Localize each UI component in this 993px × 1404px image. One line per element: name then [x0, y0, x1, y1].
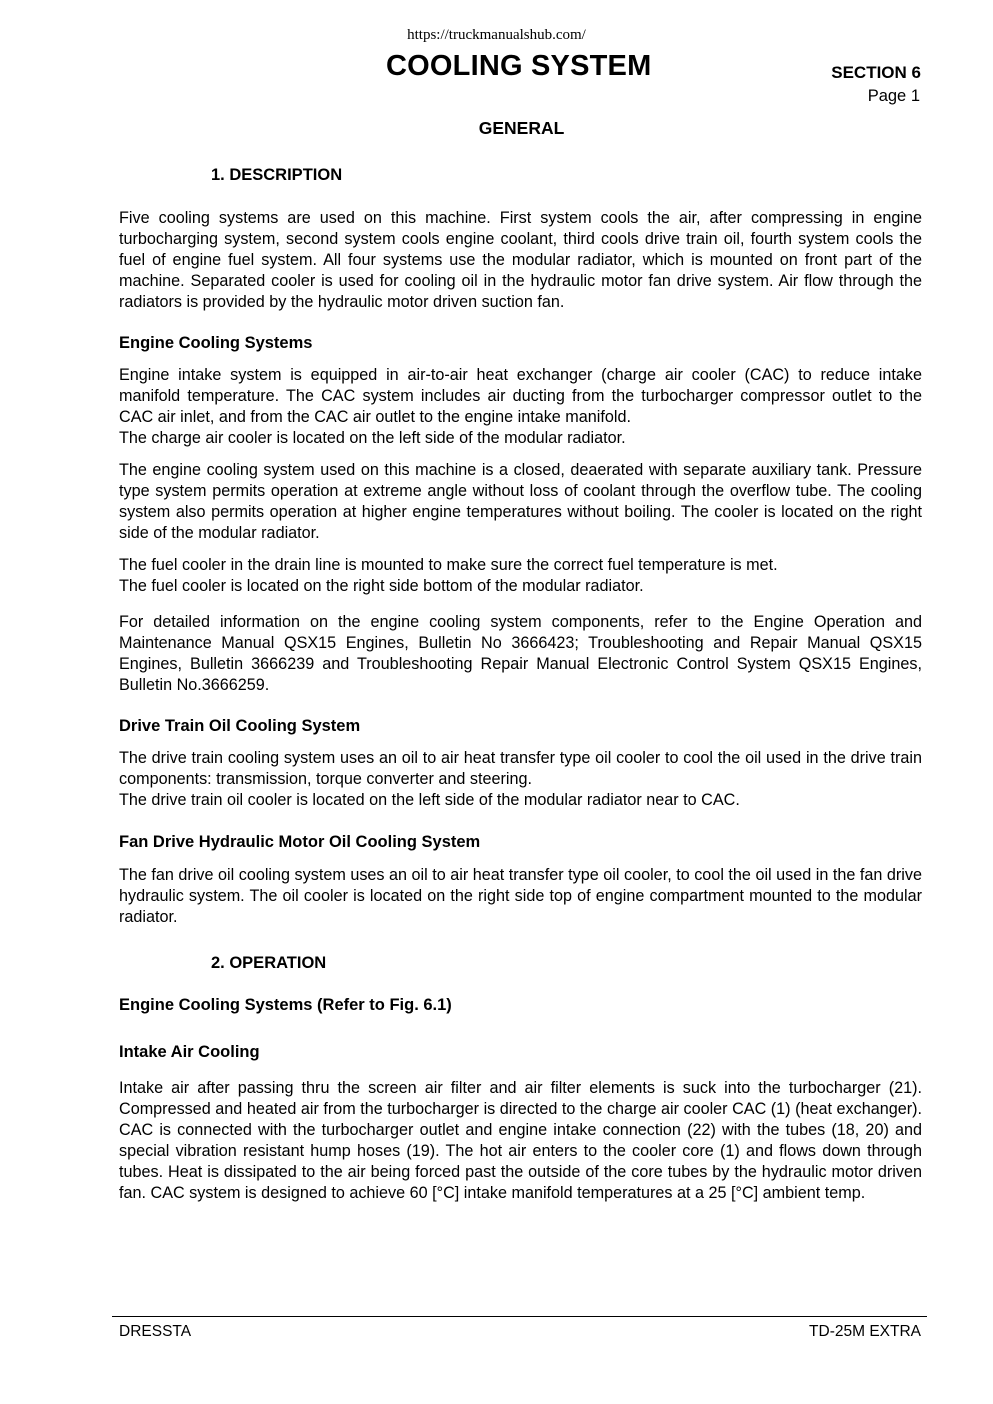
engine-cooling-heading: Engine Cooling Systems	[119, 334, 313, 352]
fan-drive-heading: Fan Drive Hydraulic Motor Oil Cooling System	[119, 833, 481, 851]
page-content	[119, 118, 922, 1204]
fuel-cooler-line2: The fuel cooler is located on the right side bottom of the modular radiator.	[119, 577, 644, 595]
operation-subheading: Engine Cooling Systems (Refer to Fig. 6.1)	[119, 996, 452, 1014]
drive-train-heading: Drive Train Oil Cooling System	[119, 717, 361, 735]
footer-manufacturer: DRESSTA	[119, 1323, 192, 1340]
footer-model: TD-25M EXTRA	[809, 1323, 921, 1340]
fan-drive-paragraph: The fan drive oil cooling system uses an oil to air heat transfer type oil cooler, to cool the oil used in the fan drive hydraulic system. The oil cooler is located on the right side top of engine compartment mounted to the modular radiator.	[119, 866, 922, 926]
document-title: COOLING SYSTEM	[386, 50, 652, 82]
intake-air-paragraph: Intake air after passing thru the screen air filter and air filter elements is suck into the turbocharger (21). Compressed and heated air from the turbocharger is directed to the charge air cooler CAC (1) (heat exchanger). CAC is connected with the turbocharger outlet and engine intake connection (22) with the tubes (18, 20) and special vibration resistant hump hoses (19). The hot air enters to the cooler core (1) and flows down through tubes. Heat is dissipated to the air being forced past the outside of the core tubes by the hydraulic motor driven fan. CAC system is designed to achieve 60 [°C] intake manifold temperatures at a 25 [°C] ambient temp.	[119, 1079, 922, 1202]
page-number: Page 1	[867, 87, 920, 105]
engine-cooling-reference: For detailed information on the engine cooling system components, refer to the Engine Operation and Maintenance Manual QSX15 Engines, Bulletin No 3666423; Troubleshooting and Repair Manual QSX15 Engines, Bulletin 3666239 and Troubleshooting Repair Manual Electronic Control System QSX15 Engines, Bulletin No.3666259.	[119, 613, 922, 694]
drive-train-line2: The drive train oil cooler is located on the left side of the modular radiator near to CAC.	[119, 791, 740, 809]
footer-divider	[112, 1316, 927, 1317]
description-paragraph: Five cooling systems are used on this machine. First system cools the air, after compressing in engine turbocharging system, second system cools engine coolant, third cools drive train oil, fourth system cools the fuel of engine fuel system. All four systems use the modular radiator, which is mounted on front part of the machine. Separated cooler is used for cooling oil in the hydraulic motor fan drive system. Air flow through the radiators is provided by the hydraulic motor driven suction fan.	[119, 209, 922, 311]
operation-heading: 2. OPERATION	[211, 954, 327, 972]
engine-cooling-p1-line2: The charge air cooler is located on the left side of the modular radiator.	[119, 429, 626, 447]
description-heading: 1. DESCRIPTION	[211, 166, 343, 184]
intake-air-heading: Intake Air Cooling	[119, 1043, 260, 1061]
fuel-cooler-line1: The fuel cooler in the drain line is mounted to make sure the correct fuel temperature is met.	[119, 556, 778, 574]
drive-train-line1: The drive train cooling system uses an oil to air heat transfer type oil cooler to cool the oil used in the drive train components: transmission, torque converter and steering.	[119, 749, 922, 788]
section-number: SECTION 6	[831, 63, 921, 82]
engine-cooling-p2: The engine cooling system used on this machine is a closed, deaerated with separate auxiliary tank. Pressure type system permits operation at extreme angle without loss of coolant through the overflow tube. The cooling system also permits operation at higher engine temperatures without boiling. The cooler is located on the right side of the modular radiator.	[119, 461, 922, 542]
source-url[interactable]: https://truckmanualshub.com/	[407, 27, 586, 43]
engine-cooling-p1-line1: Engine intake system is equipped in air-to-air heat exchanger (charge air cooler (CAC) to reduce intake manifold temperature. The CAC system includes air ducting from the turbocharger compressor outlet to the CAC air inlet, and from the CAC air outlet to the engine intake manifold.	[119, 366, 922, 426]
general-heading: GENERAL	[478, 118, 565, 138]
